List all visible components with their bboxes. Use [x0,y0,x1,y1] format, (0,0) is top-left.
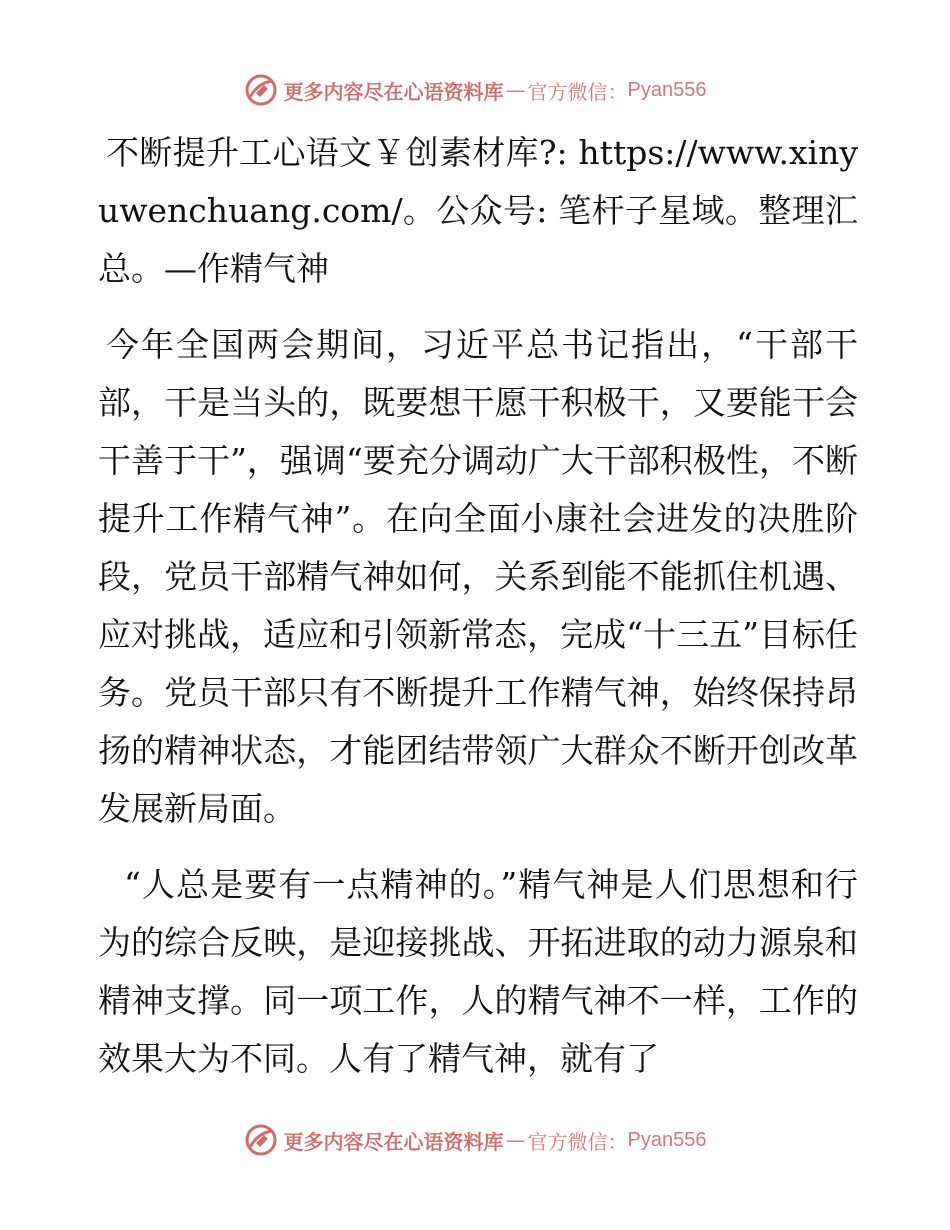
banner-main-text: 更多内容尽在心语资料库 [283,1129,504,1154]
document-body [98,124,858,1106]
banner-dash: — [505,1128,526,1152]
paragraph-intro: 不断提升工心语文￥创素材库?: https://www.xinyuwenchuang.com/。公众号: 笔杆子星域。整理汇总。—作精气神 [98,133,858,288]
brand-logo-icon [244,1123,278,1157]
header-watermark-banner [0,70,950,110]
banner-dash: — [505,78,526,102]
banner-wechat-id: Pyan556 [627,1128,707,1151]
banner-sub-text: 官方微信： [527,1129,628,1154]
footer-watermark-banner [0,1120,950,1160]
paragraph-body-2: “人总是要有一点精神的。”精气神是人们思想和行为的综合反映，是迎接挑战、开拓进取的动力源泉和精神支撑。同一项工作，人的精气神不一样，工作的效果大为不同。人有了精气神，就有了 [98,865,858,1078]
banner-main-text: 更多内容尽在心语资料库 [283,79,504,104]
brand-logo-icon [244,73,278,107]
paragraph-body-1: 今年全国两会期间，习近平总书记指出，“干部干部，干是当头的，既要想干愿干积极干，又要能干会干善于干”，强调“要充分调动广大干部积极性，不断提升工作精气神”。在向全面小康社会进发的决胜阶段，党员干部精气神如何，关系到能不能抓住机遇、应对挑战，适应和引领新常态，完成“十三五”目标任务。党员干部只有不断提升工作精气神，始终保持昂扬的精神状态，才能团结带领广大群众不断开创改革发展新局面。 [98,325,858,828]
banner-sub-text: 官方微信： [527,79,628,104]
banner-wechat-id: Pyan556 [627,78,707,101]
